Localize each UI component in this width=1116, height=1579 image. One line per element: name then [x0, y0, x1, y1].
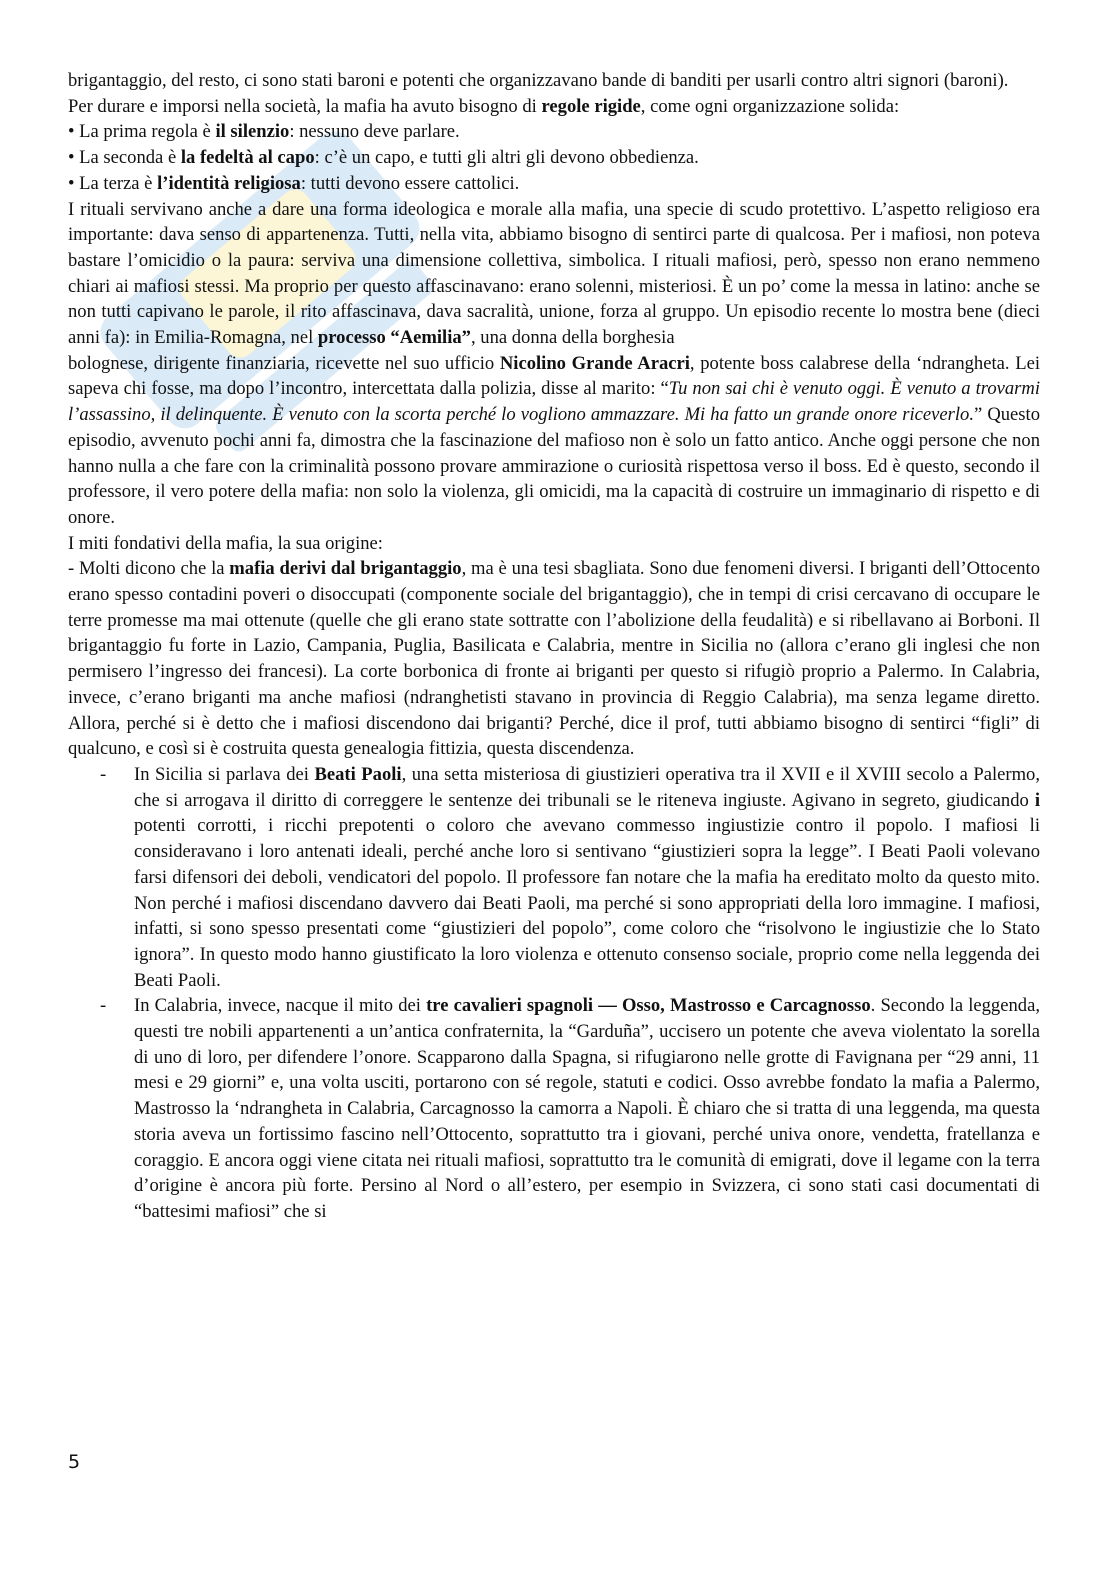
paragraph [68, 171, 1040, 197]
paragraph [68, 119, 1040, 145]
list-dash: - [100, 995, 107, 1017]
bold-text: il silenzio [215, 121, 290, 143]
page-number: 5 [68, 1451, 81, 1473]
text-run: • La prima regola è [68, 121, 216, 143]
text-run: brigantaggio, del resto, ci sono stati baroni e potenti che organizzavano bande di banditi per usarli contro altri signori (baroni). [68, 70, 1009, 91]
text-run: In Calabria, invece, nacque il mito dei [134, 995, 427, 1017]
text-run: : nessuno deve parlare. [289, 121, 460, 143]
text-run: - Molti dicono che la [68, 558, 230, 580]
bold-text: Nicolino Grande Aracri [499, 352, 690, 374]
text-run: I miti fondativi della mafia, la sua origine: [68, 532, 383, 554]
bold-text: processo “Aemilia” [317, 327, 471, 349]
text-run: ” Questo episodio, avvenuto pochi anni fa, dimostra che la fascinazione del mafioso non è solo un fatto antico. Anche oggi persone che non hanno nulla a che fare con la criminalità possono provare ammirazione o curiosità rispettosa verso il boss. Ed è questo, secondo il professore, il vero potere della mafia: non solo la violenza, gli omicidi, ma la capacità di costruire un immaginario di rispetto e di onore. [68, 404, 1040, 528]
text-run: , come ogni organizzazione solida: [640, 95, 900, 117]
paragraph [68, 145, 1040, 171]
bold-text: mafia derivi dal brigantaggio [229, 558, 462, 580]
paragraph [68, 197, 1040, 351]
paragraph [68, 531, 1040, 557]
bold-text: Beati Paoli [314, 763, 402, 785]
bold-text: i [1034, 789, 1040, 811]
bold-text: l’identità religiosa [157, 172, 301, 194]
text-run: bolognese, dirigente finanziaria, ricevette nel suo ufficio [68, 352, 500, 374]
paragraph [68, 94, 1040, 120]
text-run: , potente boss calabrese della ‘ndrangheta. Lei sapeva chi fosse, ma dopo l’incontro, intercettata dalla polizia, disse al marito: “ [68, 352, 1040, 400]
document-body [68, 68, 1040, 1225]
bold-text: la fedeltà al capo [180, 147, 315, 169]
text-run: Per durare e imporsi nella società, la mafia ha avuto bisogno di [68, 95, 542, 117]
text-run: , ma è una tesi sbagliata. Sono due fenomeni diversi. I briganti dell’Ottocento erano spesso contadini poveri o disoccupati (componente sociale del brigantaggio), che in tempi di crisi cercavano di occupare le terre promesse ma mai ottenute (quelle che gli erano state sottratte con l’abolizione della feudalità) e si ribellavano ai Borboni. Il brigantaggio fu forte in Lazio, Campania, Puglia, Basilicata e Calabria, mentre in Sicilia no (allora c’erano gli inglesi che non permisero l’ingresso dei francesi). La corte borbonica di fronte ai briganti per questo si rifugiò proprio a Palermo. In Calabria, invece, c’erano briganti ma anche mafiosi (ndranghetisti stavano in provincia di Reggio Calabria), ma senza legame diretto. Allora, perché si è detto che i mafiosi discendono dai briganti? Perché, dice il prof, tutti abbiamo bisogno di sentirci “figli” di qualcuno, e così si è costruita questa genealogia fittizia, questa discendenza. [68, 558, 1040, 760]
text-run: • La seconda è [68, 147, 181, 169]
list-item [68, 762, 1040, 993]
bold-text: tre cavalieri spagnoli — Osso, Mastrosso e Carcagnosso [426, 995, 871, 1017]
paragraph [68, 556, 1040, 762]
text-run: I rituali servivano anche a dare una forma ideologica e morale alla mafia, una specie di scudo protettivo. L’aspetto religioso era importante: dava senso di appartenenza. Tutti, nella vita, abbiamo bisogno di sentirci parte di qualcosa. Per i mafiosi, non poteva bastare l’omicidio o la paura: serviva una dimensione collettiva, simbolica. I rituali mafiosi, però, spesso non erano nemmeno chiari ai mafiosi stessi. Ma proprio per questo affascinavano: erano solenni, misteriosi. È un po’ come la messa in latino: anche se non tutti capivano le parole, il rito affascinava, dava sacralità, unione, forza al gruppo. Un episodio recente lo mostra bene (dieci anni fa): in Emilia-Romagna, nel [68, 198, 1040, 349]
text-run: potenti corrotti, i ricchi prepotenti o coloro che avevano commesso ingiustizie contro il popolo. I mafiosi li consideravano i loro antenati ideali, perché anche loro si sentivano “giustizieri sopra la legge”. I Beati Paoli volevano farsi difensori dei deboli, vendicatori del popolo. Il professore fan notare che la mafia ha ereditato molto da questo mito. Non perché i mafiosi discendano davvero dai Beati Paoli, ma perché si sono appropriati della loro immagine. I mafiosi, infatti, si sono spesso presentati come “giustizieri del popolo”, come coloro che “risolvono le ingiustizie che lo Stato ignora”. In questo modo hanno giustificato la loro violenza e ottenuto consenso sociale, proprio come nella leggenda dei Beati Paoli. [134, 815, 1040, 991]
text-run: , una donna della borghesia [470, 327, 675, 349]
paragraph [68, 68, 1040, 94]
text-run: : tutti devono essere cattolici. [300, 172, 520, 194]
list-item [68, 993, 1040, 1224]
italic-text: Tu non sai chi è venuto oggi. È venuto a trovarmi l’assassino, il delinquente. È venuto con la scorta perché lo vogliono ammazzare. Mi ha fatto un grande onore riceverlo. [68, 378, 1041, 426]
text-run: . Secondo la leggenda, questi tre nobili appartenenti a un’antica confraternita, la “Garduña”, uccisero un potente che aveva violentato la sorella di uno di loro, per difendere l’onore. Scapparono dalla Spagna, si rifugiarono nelle grotte di Favignana per “29 anni, 11 mesi e 29 giorni” e, una volta usciti, portarono con sé regole, statuti e codici. Osso avrebbe fondato la mafia a Palermo, Mastrosso la ‘ndrangheta in Calabria, Carcagnosso la camorra a Napoli. È chiaro che si tratta di una leggenda, ma questa storia aveva un fortissimo fascino nell’Ottocento, soprattutto tra i giovani, perché univa onore, vendetta, fratellanza e coraggio. E ancora oggi viene citata nei rituali mafiosi, soprattutto tra le comunità di emigrati, dove il legame con la terra d’origine è ancora più forte. Persino al Nord o all’estero, per esempio in Svizzera, ci sono stati casi documentati di “battesimi mafiosi” che si [134, 995, 1040, 1222]
text-run: : c’è un capo, e tutti gli altri gli devono obbedienza. [314, 147, 699, 169]
text-run: In Sicilia si parlava dei [134, 763, 315, 785]
text-run: , una setta misteriosa di giustizieri operativa tra il XVII e il XVIII secolo a Palermo, che si arrogava il diritto di correggere le sentenze dei tribunali se le riteneva ingiuste. Agivano in segreto, giudicando [134, 763, 1040, 811]
list-dash: - [100, 763, 107, 785]
text-run: • La terza è [68, 172, 158, 194]
paragraph [68, 351, 1040, 531]
bold-text: regole rigide [541, 95, 641, 117]
